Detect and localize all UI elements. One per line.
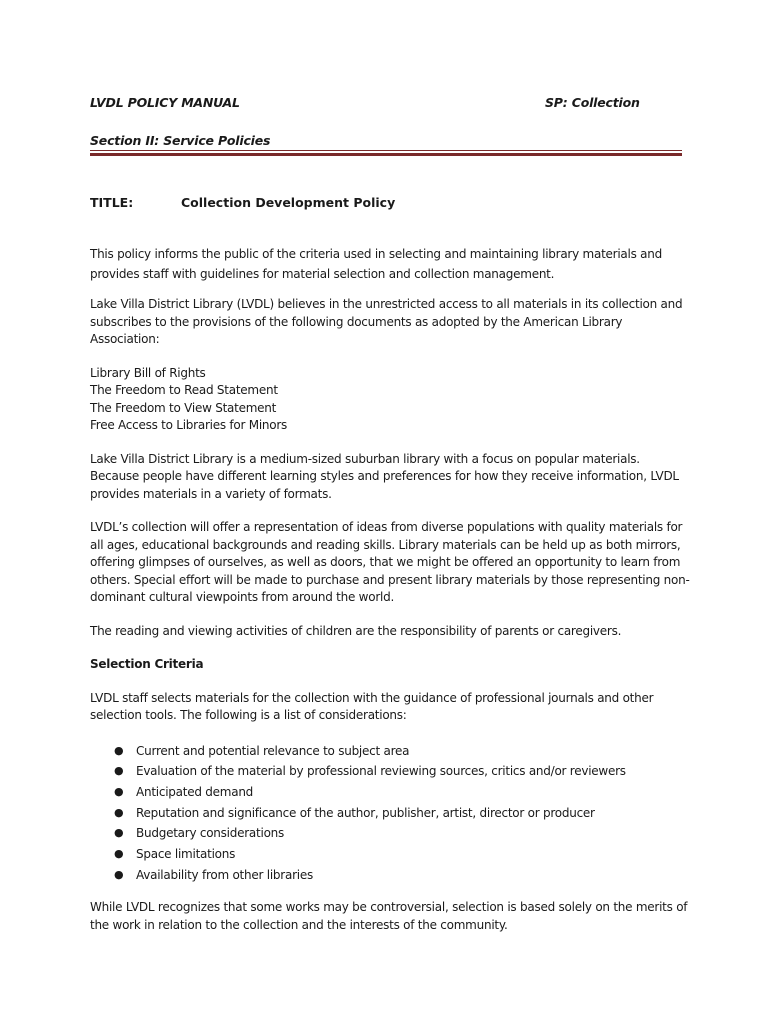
criteria-item: ● Space limitations [136,844,690,865]
criteria-item: ● Budgetary considerations [136,823,690,844]
intro-paragraph: This policy informs the public of the criteria used in selecting and maintaining library materials and provides staff with guidelines for material selection and collection management. [90,247,663,281]
document-item: Free Access to Libraries for Minors [90,418,288,432]
criteria-item: ● Current and potential relevance to subject area [136,741,690,762]
criteria-item: ● Anticipated demand [136,782,690,803]
document-item: The Freedom to Read Statement [90,383,278,397]
selection-criteria-heading: Selection Criteria [90,657,204,671]
controversial-paragraph: While LVDL recognizes that some works may be controversial, selection is based solely on the merits of the work in relation to the collection and the interests of the community. [90,900,688,932]
selection-intro-paragraph: LVDL staff selects materials for the collection with the guidance of professional journals and other selection tools. The following is a list of considerations: [90,690,654,722]
belief-paragraph: Lake Villa District Library (LVDL) believes in the unrestricted access to all materials in its collection and subscribes to the provisions of the following documents as adopted by the American Library Association: [90,297,683,346]
documents-list [90,365,690,435]
manual-header: LVDL POLICY MANUAL [90,95,240,110]
bullet-dot-icon: ● [114,847,124,861]
criteria-item: ● Evaluation of the material by professional reviewing sources, critics and/or reviewers [136,761,690,782]
criteria-item: ● Availability from other libraries [136,865,690,886]
bullet-dot-icon: ● [114,867,124,881]
bullet-dot-icon: ● [114,743,124,757]
criteria-list [90,741,690,886]
policy-body [90,244,690,934]
header-rule-thick [90,153,682,156]
policy-title: Collection Development Policy [181,195,396,210]
section-header: Section II: Service Policies [90,133,271,148]
bullet-dot-icon: ● [114,805,124,819]
collection-paragraph: LVDL’s collection will offer a representation of ideas from diverse populations with quality materials for all ages, educational backgrounds and reading skills. Library materials can be held up as both mirrors, offering glimpses of ourselves, as well as doors, that we might be offered an opportunity to learn from others. Special effort will be made to purchase and present library materials by those representing non-dominant cultural viewpoints from around the world. [90,520,690,604]
document-item: The Freedom to View Statement [90,400,277,415]
bullet-dot-icon: ● [114,764,124,778]
criteria-item: ● Reputation and significance of the author, publisher, artist, director or producer [136,803,690,824]
document-item: Library Bill of Rights [90,365,206,380]
policy-code: SP: Collection [545,95,640,110]
header-rule-thin [90,150,682,151]
focus-paragraph: Lake Villa District Library is a medium-sized suburban library with a focus on popular materials. Because people have different learning styles and preferences for how they receive information, LVDL provides materials in a variety of formats. [90,451,679,501]
title-label: TITLE: [90,195,134,210]
bullet-dot-icon: ● [114,784,124,798]
children-paragraph: The reading and viewing activities of children are the responsibility of parents or caregivers. [90,623,622,638]
bullet-dot-icon: ● [114,826,124,840]
